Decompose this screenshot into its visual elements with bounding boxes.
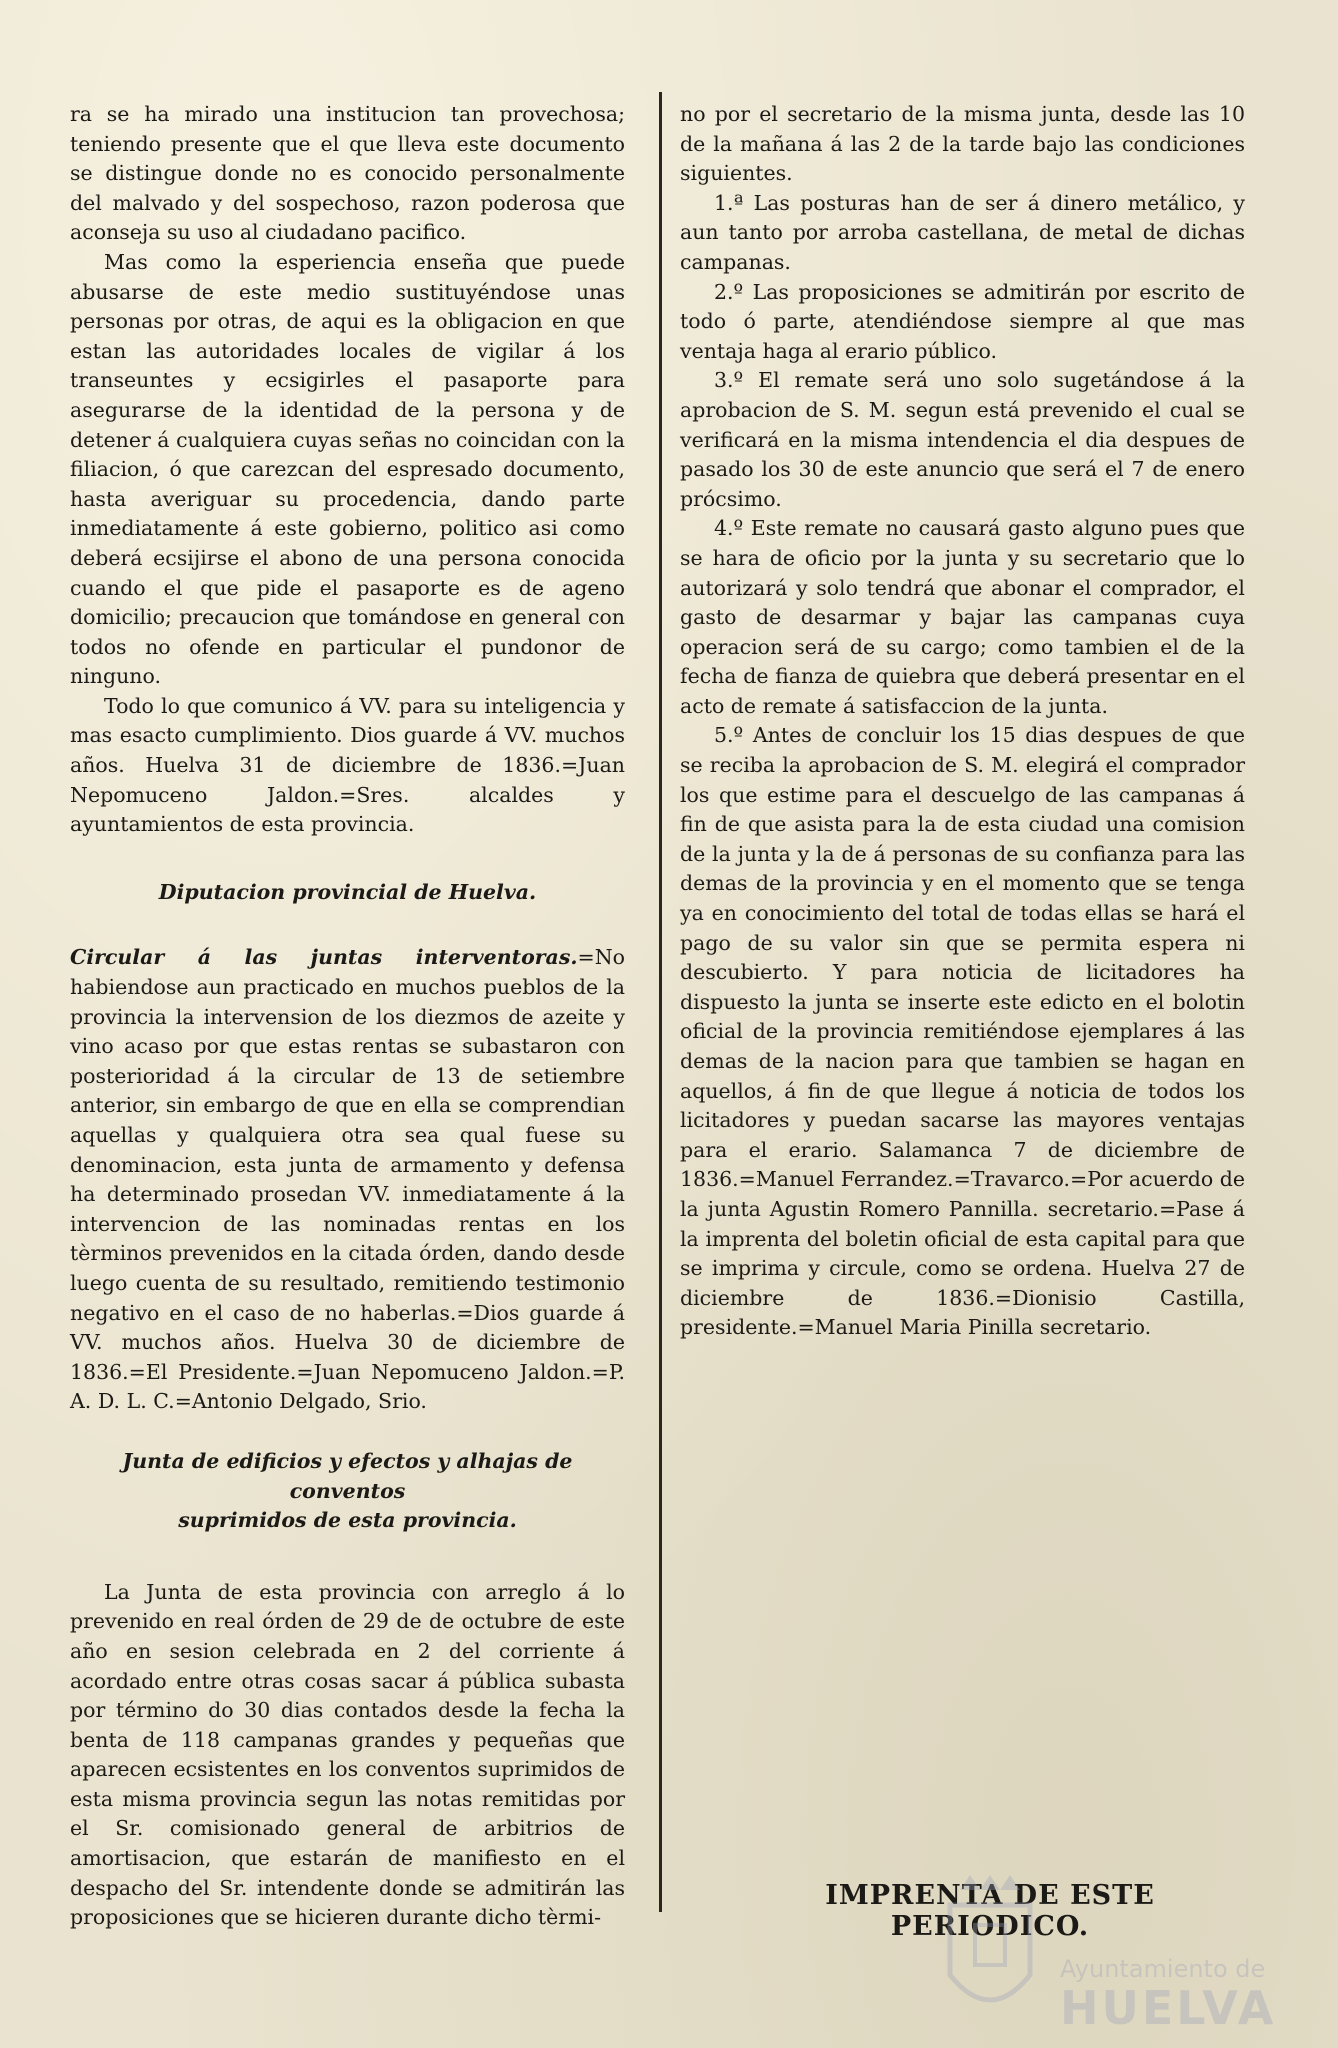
condition-3: 3.º El remate será uno solo sugetándose á la aprobacion de S. M. segun está prevenido el cual se verificará en la misma intendencia el dia despues de pasado los 30 de este anuncio que será el 7 de enero prócsimo. [680,368,1245,511]
junta-heading-line-2: suprimidos de esta provincia. [178,1508,517,1533]
condition-4: 4.º Este remate no causará gasto alguno pues que se hara de oficio por la junta y su secretario que lo autorizará y solo tendrá que abonar el comprador, el gasto de desarmar y bajar las campanas cuya operacion será de su cargo; como tambien el de la fecha de fianza de quiebra que deberá presentar en el acto de remate á satisfaccion de la junta. [680,516,1245,718]
watermark-text-line-1: Ayuntamiento de [1060,1955,1266,1983]
section-heading-diputacion: Diputacion provincial de Huelva. [158,879,537,904]
column-divider [659,92,662,1912]
condition-5: 5.º Antes de concluir los 15 dias despues de que se reciba la aprobacion de S. M. elegirá el comprador los que estime para el descuelgo de las campanas á fin de que asista para la de esta ciudad una comision de la junta y la de á personas de su confianza para las demas de la provincia y en el momento que se tenga ya en conocimiento del total de todas ellas se hará el pago de su valor sin que se permita espera ni descubierto. Y para noticia de licitadores ha dispuesto la junta se inserte este edicto en el bolotin oficial de la provincia remitiéndose ejemplares á las demas de la nacion para que tambien se hagan en aquellos, á fin de que llegue á noticia de todos los licitadores y puedan sacarse las mayores ventajas para el erario. Salamanca 7 de diciembre de 1836.=Manuel Ferrandez.=Travarco.=Por acuerdo de la junta Agustin Romero Pannilla. secretario.=Pase á la imprenta del boletin oficial de esta capital para que se imprima y circule, como se ordena. Huelva 27 de diciembre de 1836.=Dionisio Castilla, presidente.=Manuel Maria Pinilla secretario. [680,723,1245,1340]
imprint-footer: IMPRENTA DE ESTE PERIODICO. [825,1880,1155,1942]
coat-of-arms-icon [940,1875,1040,2025]
condition-1: 1.ª Las posturas han de ser á dinero metálico, y aun tanto por arroba castellana, de metal de dichas campanas. [680,190,1245,274]
section-heading-junta [70,1447,625,1536]
circular-body: =No habiendose aun practicado en muchos pueblos de la provincia la intervension de los diezmos de azeite y vino acaso por que estas rentas se subastaron con posterioridad á la circular de 13 de setiembre anterior, sin embargo de que en ella se comprendian aquellas y qualquiera otra sea qual fuese su denominacion, esta junta de armamento y defensa ha determinado prosedan VV. inmediatamente á la intervencion de las nominadas rentas en los tèrminos prevenidos en la citada órden, dando desde luego cuenta de su resultado, remitiendo testimonio negativo en el caso de no haberlas.=Dios guarde á VV. muchos años. Huelva 30 de diciembre de 1836.=El Presidente.=Juan Nepomuceno Jaldon.=P. A. D. L. C.=Antonio Delgado, Srio. [70,945,625,1414]
left-paragraph-5: La Junta de esta provincia con arreglo á lo prevenido en real órden de 29 de de octubre de este año en sesion celebrada en 2 del corriente á acordado entre otras cosas sacar á pública subasta por término do 30 dias contados desde la fecha la benta de 118 campanas grandes y pequeñas que aparecen ecsistentes en los conventos suprimidos de esta misma provincia segun las notas remitidas por el Sr. comisionado general de arbitrios de amortisacion, que estarán de manifiesto en el despacho del Sr. intendente donde se admitirán las proposiciones que se hicieren durante dicho tèrmi- [70,1579,625,1930]
watermark-logo [920,1855,1320,2035]
right-column [680,100,1245,1343]
left-paragraph-2: Mas como la esperiencia enseña que puede abusarse de este medio sustituyéndose unas personas por otras, de aqui es la obligacion en que estan las autoridades locales de vigilar á los transeuntes y ecsigirles el pasaporte para asegurarse de la identidad de la persona y de detener á cualquiera cuyas señas no coincidan con la filiacion, ó que carezcan del espresado documento, hasta averiguar su procedencia, dando parte inmediatamente á este gobierno, politico asi como deberá ecsijirse el abono de una persona conocida cuando el que pide el pasaporte es de ageno domicilio; precaucion que tomándose en general con todos no ofende en particular el pundonor de ninguno. [70,249,625,689]
condition-2: 2.º Las proposiciones se admitirán por escrito de todo ó parte, atendiéndose siempre al que mas ventaja haga al erario público. [680,279,1245,363]
right-paragraph-1: no por el secretario de la misma junta, desde las 10 de la mañana á las 2 de la tarde bajo las condiciones siguientes. [680,102,1245,186]
junta-heading-line-1: Junta de edificios y efectos y alhajas de conventos [122,1448,573,1503]
left-paragraph-3: Todo lo que comunico á VV. para su inteligencia y mas esacto cumplimiento. Dios guarde á VV. muchos años. Huelva 31 de diciembre de 1836.=Juan Nepomuceno Jaldon.=Sres. alcaldes y ayuntamientos de esta provincia. [70,693,625,837]
watermark-text-line-2: HUELVA [1060,1981,1277,2035]
circular-lead: Circular á las juntas interventoras. [70,945,578,970]
left-column [70,100,625,1933]
left-paragraph-4 [70,943,625,1417]
left-paragraph-1: ra se ha mirado una institucion tan provechosa; teniendo presente que el que lleva este documento se distingue donde no es conocido personalmente del malvado y del sospechoso, razon poderosa que aconseja su uso al ciudadano pacifico. [70,102,625,245]
